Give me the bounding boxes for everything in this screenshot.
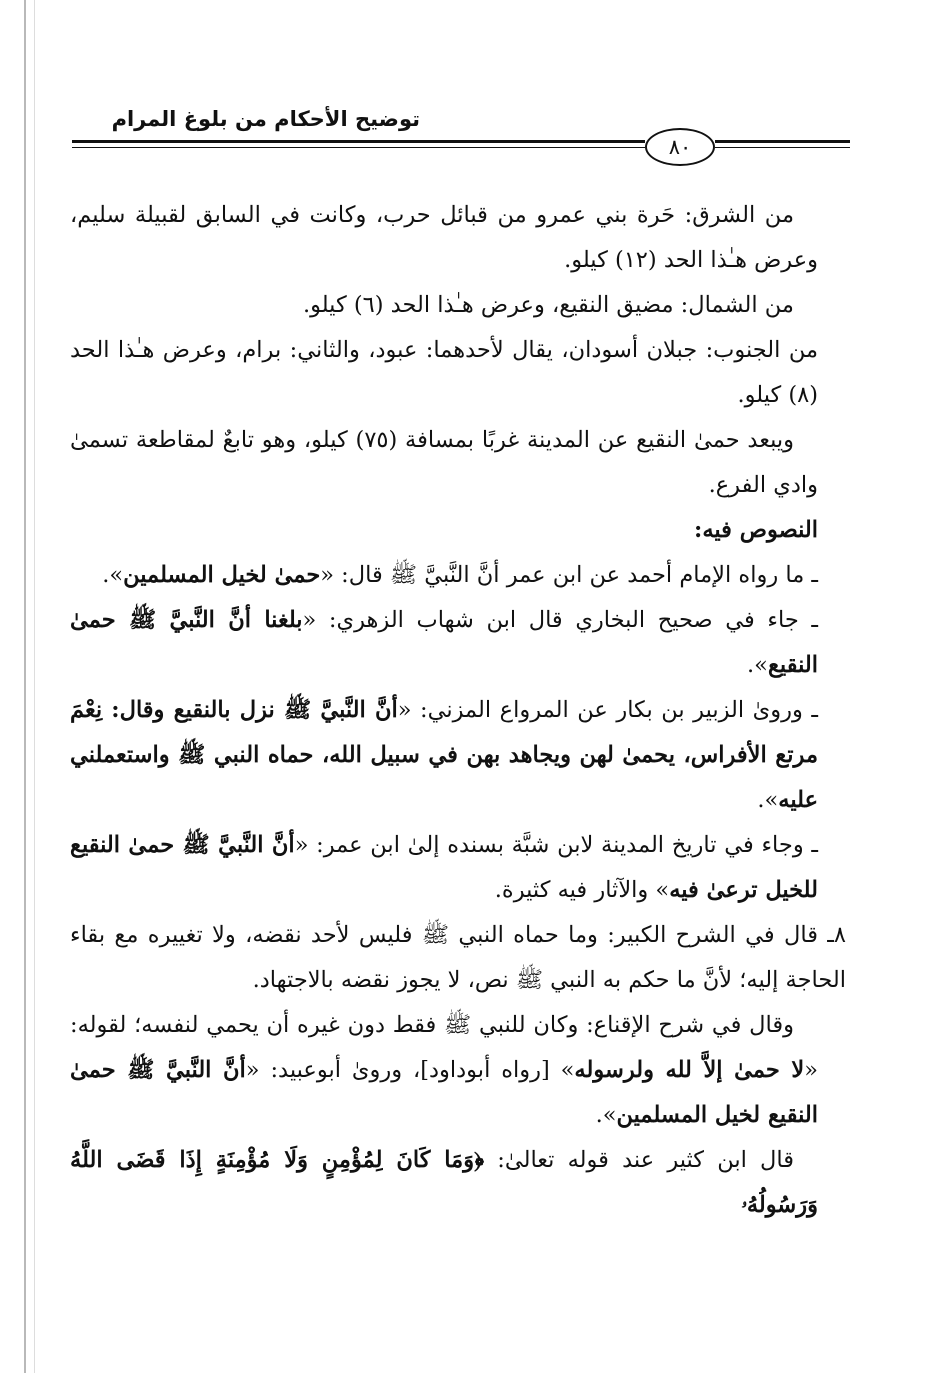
paragraph-point-8 [70,913,846,1003]
paragraph-ibn-kathir [70,1138,818,1228]
hadith-quote-second: أنَّ النَّبيَّ ﷺ حمىٰ النقيع لخيل المسلمين [70,1057,818,1128]
quote-close: ». [595,1102,617,1128]
paragraph-text: ٨ـ قال في الشرح الكبير: وما حماه النبي ﷺ فليس لأحد نقضه، ولا تغييره مع بقاء الحاجة إليه؛ لأنَّ ما حكم به النبي ﷺ نص، لا يجوز نقضه بالاجتهاد. [70,922,846,993]
section-heading-texts [70,508,818,553]
narration-intro: قال ابن كثير عند قوله تعالىٰ: [484,1147,795,1173]
paragraph-hadith-bukhari [70,598,818,688]
paragraph-hadith-zubair [70,688,818,823]
narration-intro: ـ ما رواه الإمام أحمد عن ابن عمر أنَّ النَّبيَّ ﷺ قال: « [320,562,818,588]
quote-close: ». [102,562,124,588]
heading-text: النصوص فيه: [694,517,818,543]
citation-text: » [رواه أبوداود]، وروىٰ أبوعبيد: « [245,1057,575,1083]
scan-left-edge [24,0,26,1373]
hadith-quote: بلغنا أنَّ النَّبيَّ ﷺ حمىٰ النقيع [70,607,818,678]
paragraph-distance [70,418,818,508]
quran-verse: ﴿وَمَا كَانَ لِمُؤْمِنٍ وَلَا مُؤْمِنَةٍ إِذَا قَضَى اللَّهُ وَرَسُولُهُۥ [70,1147,818,1218]
page-body [70,193,846,1228]
header-rule-left-thin [72,147,645,148]
paragraph-south-boundary [70,328,818,418]
hadith-quote: لا حمىٰ إلاَّ لله ولرسوله [574,1057,805,1083]
page-number: ٨٠ [645,128,715,166]
paragraph-east-boundary [70,193,818,283]
narration-intro: وقال في شرح الإقناع: وكان للنبي ﷺ فقط دون غيره أن يحمي لنفسه؛ لقوله: « [70,1012,818,1083]
paragraph-text: من الشمال: مضيق النقيع، وعرض هـٰذا الحد (٦) كيلو. [302,292,794,318]
book-title: توضيح الأحكام من بلوغ المرام [111,107,420,131]
quote-close: ». [747,652,768,678]
narration-intro: ـ جاء في صحيح البخاري قال ابن شهاب الزهري: « [302,607,818,633]
narration-intro: ـ وروىٰ الزبير بن بكار عن المرواع المزني: « [397,697,818,723]
paragraph-text: ويبعد حمىٰ النقيع عن المدينة غربًا بمسافة (٧٥) كيلو، وهو تابعٌ لمقاطعة تسمىٰ وادي الفرع. [70,427,818,498]
paragraph-text: من الجنوب: جبلان أسودان، يقال لأحدهما: عبود، والثاني: برام، وعرض هـٰذا الحد (٨) كيلو. [70,337,818,408]
header-rule-right-thick [715,140,850,143]
narration-intro: ـ وجاء في تاريخ المدينة لابن شبَّة بسنده إلىٰ ابن عمر: « [294,832,818,858]
paragraph-north-boundary [70,283,818,328]
paragraph-hadith-shabba [70,823,818,913]
quote-close: » والآثار فيه كثيرة. [494,877,670,903]
paragraph-text: من الشرق: حَرة بني عمرو من قبائل حرب، وكانت في السابق لقبيلة سليم، وعرض هـٰذا الحد (١٢) كيلو. [70,202,818,273]
header-rule-left-thick [72,140,645,143]
hadith-quote: أنَّ النَّبيَّ ﷺ حمىٰ النقيع للخيل ترعىٰ فيه [70,832,818,903]
header-rule-right-thin [715,147,850,148]
scan-left-edge-secondary [34,0,35,1373]
quote-close: ». [757,787,779,813]
hadith-quote: أنَّ النَّبيَّ ﷺ نزل بالنقيع وقال: نِعْمَ مرتع الأفراس، يحمىٰ لهن ويجاهد بهن في سبيل الله، حماه النبي ﷺ واستعملني عليه [70,697,818,813]
paragraph-hadith-ahmad [70,553,818,598]
page-header [60,95,860,185]
paragraph-iqna [70,1003,818,1138]
hadith-quote: حمىٰ لخيل المسلمين [123,562,321,588]
